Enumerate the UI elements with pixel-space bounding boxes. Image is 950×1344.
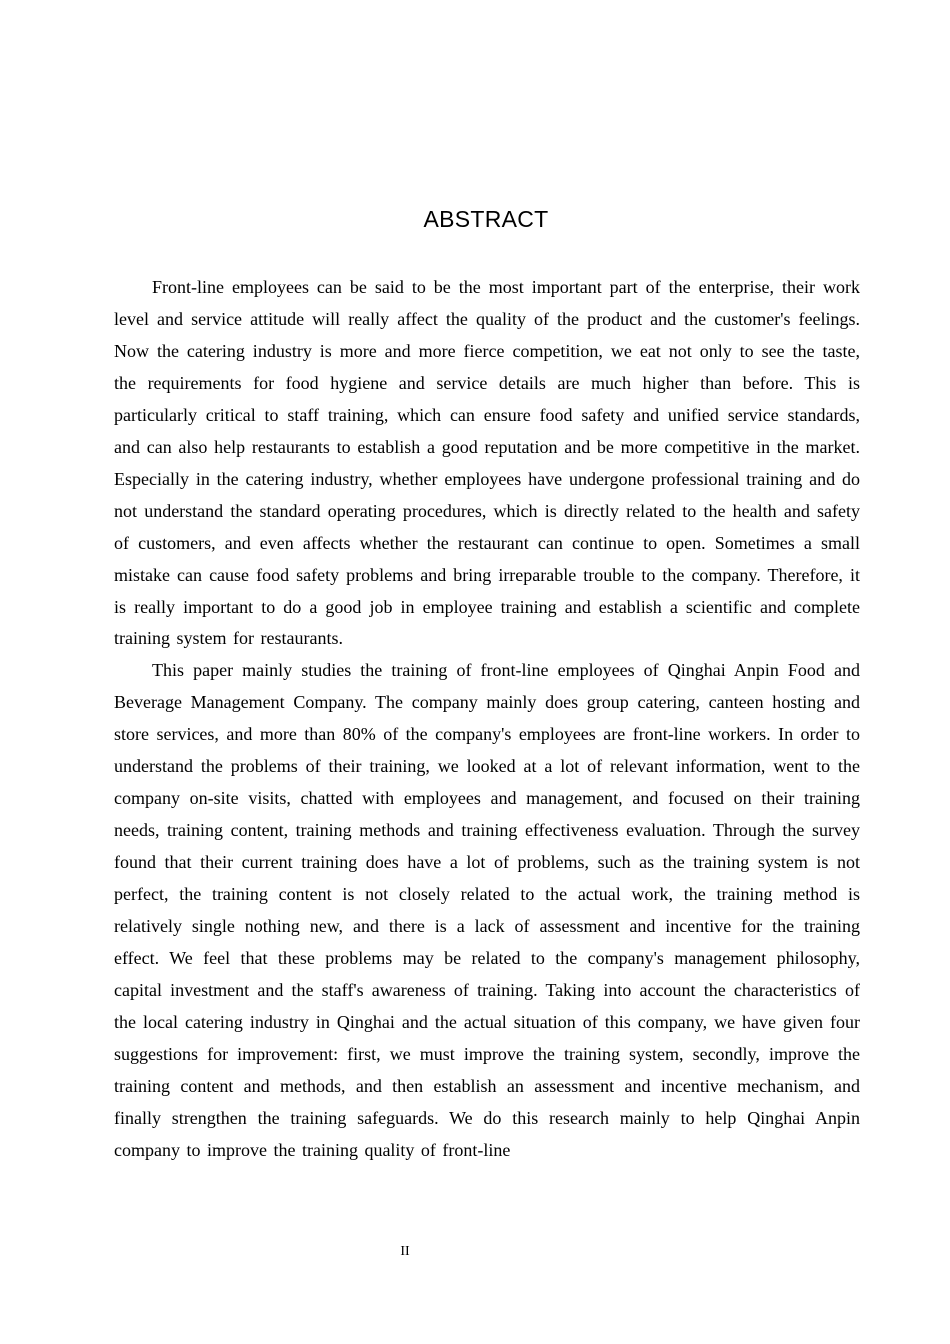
page-title: ABSTRACT xyxy=(423,206,549,232)
page-number: II xyxy=(400,1244,410,1259)
abstract-body xyxy=(114,272,860,1167)
abstract-paragraph-1: Front-line employees can be said to be the most important part of the enterprise, their work level and service attitude will really affect the quality of the product and the customer's feelings. Now the catering industry is more and more fierce competition, we eat not only to see the taste, the requirements for food hygiene and service details are much higher than before. This is particularly critical to staff training, which can ensure food safety and unified service standards, and can also help restaurants to establish a good reputation and be more competitive in the market. Especially in the catering industry, whether employees have undergone professional training and do not understand the standard operating procedures, which is directly related to the health and safety of customers, and even affects whether the restaurant can continue to open. Sometimes a small mistake can cause food safety problems and bring irreparable trouble to the company. Therefore, it is really important to do a good job in employee training and establish a scientific and complete training system for restaurants. xyxy=(114,277,860,649)
abstract-paragraph-2: This paper mainly studies the training of front-line employees of Qinghai Anpin Food and Beverage Management Company. The company mainly does group catering, canteen hosting and store services, and more than 80% of the company's employees are front-line workers. In order to understand the problems of their training, we looked at a lot of relevant information, went to the company on-site visits, chatted with employees and management, and focused on their training needs, training content, training methods and training effectiveness evaluation. Through the survey found that their current training does have a lot of problems, such as the training system is not perfect, the training content is not closely related to the actual work, the training method is relatively single nothing new, and there is a lack of assessment and incentive for the training effect. We feel that these problems may be related to the company's management philosophy, capital investment and the staff's awareness of training. Taking into account the characteristics of the local catering industry in Qinghai and the actual situation of this company, we have given four suggestions for improvement: first, we must improve the training system, secondly, improve the training content and methods, and then establish an assessment and incentive mechanism, and finally strengthen the training safeguards. We do this research mainly to help Qinghai Anpin company to improve the training quality of front-line xyxy=(114,660,860,1160)
